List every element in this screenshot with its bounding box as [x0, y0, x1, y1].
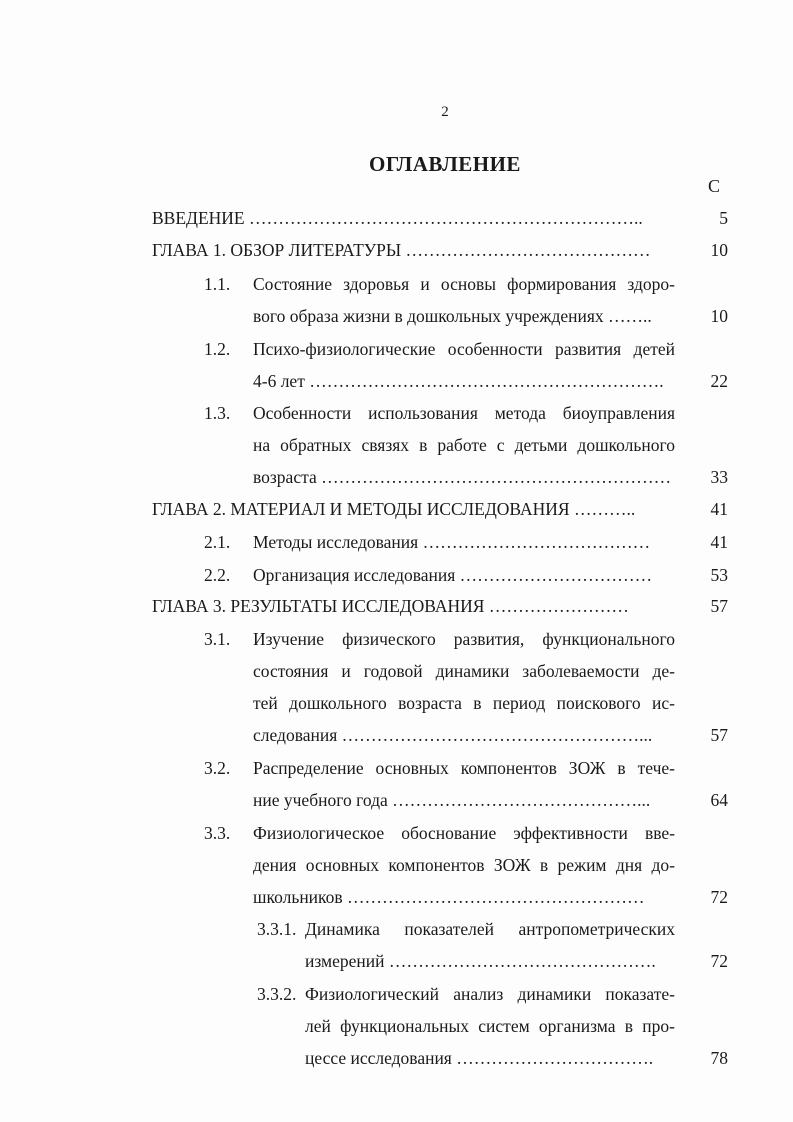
toc-page-number: 78	[710, 1048, 728, 1068]
toc-page-number: 5	[719, 208, 728, 228]
toc-page-number: 57	[710, 725, 728, 745]
toc-page-number: 33	[710, 467, 728, 487]
page-title: ОГЛАВЛЕНИЕ	[369, 152, 521, 176]
toc-entry-text: ВВЕДЕНИЕ …………………………………………………………..	[152, 208, 643, 228]
toc-entry-text: ГЛАВА 2. МАТЕРИАЛ И МЕТОДЫ ИССЛЕДОВАНИЯ ………..	[152, 499, 636, 519]
toc-page-number: 72	[710, 887, 728, 907]
toc-entry-line: состояния и годовой динамики заболеваемости де-	[253, 661, 675, 681]
toc-entry-line: дения основных компонентов ЗОЖ в режим дня до-	[253, 855, 675, 875]
toc-page-number: 72	[710, 951, 728, 971]
toc-entry-text: Организация исследования ……………………………	[253, 565, 653, 585]
toc-section-number: 1.1.	[204, 274, 231, 294]
toc-page-number: 53	[710, 565, 728, 585]
toc-entry-line: тей дошкольного возраста в период поискового ис-	[253, 693, 675, 713]
toc-section-number: 3.1.	[204, 629, 231, 649]
toc-entry-line: лей функциональных систем организма в про-	[305, 1016, 675, 1036]
toc-page-number: 41	[710, 499, 728, 519]
toc-entry-line: следования ……………………………………………...	[253, 725, 653, 745]
toc-entry-line: Распределение основных компонентов ЗОЖ в тече-	[253, 758, 675, 778]
toc-page-number: 41	[710, 532, 728, 552]
toc-entry-line: возраста ……………………………………………………	[253, 467, 672, 487]
toc-entry-text: ГЛАВА 3. РЕЗУЛЬТАТЫ ИССЛЕДОВАНИЯ ……………………	[152, 596, 629, 616]
toc-entry-line: Состояние здоровья и основы формирования здоро-	[253, 274, 675, 294]
toc-entry-line: Психо-физиологические особенности развития детей	[253, 339, 675, 359]
toc-entry-line: Особенности использования метода биоуправления	[253, 403, 675, 423]
toc-entry-line: Физиологическое обоснование эффективности вве-	[253, 823, 675, 843]
page-number: 2	[441, 104, 449, 120]
toc-entry-line: на обратных связях в работе с детьми дошкольного	[253, 435, 675, 455]
toc-entry-line: Физиологический анализ динамики показате-	[305, 984, 675, 1004]
toc-entry-line: школьников ……………………………………………	[253, 887, 645, 907]
toc-entry-line: вого образа жизни в дошкольных учреждениях ……..	[253, 306, 652, 326]
toc-section-number: 3.3.1.	[257, 919, 297, 939]
toc-section-number: 2.1.	[204, 532, 231, 552]
page-column-label: С	[708, 176, 721, 196]
toc-entry-line: измерений ……………………………………….	[305, 951, 656, 971]
toc-page-number: 10	[710, 306, 728, 326]
toc-entry-line: ние учебного года ……………………………………...	[253, 790, 651, 810]
toc-section-number: 3.3.2.	[257, 984, 297, 1004]
toc-entry-text: ГЛАВА 1. ОБЗОР ЛИТЕРАТУРЫ ……………………………………	[152, 240, 651, 260]
toc-page-number: 22	[710, 371, 728, 391]
toc-page-number: 64	[710, 790, 728, 810]
toc-section-number: 3.3.	[204, 823, 231, 843]
toc-entry-text: Методы исследования …………………………………	[253, 532, 651, 552]
toc-entry-line: цессе исследования …………………………….	[305, 1048, 654, 1068]
toc-page-number: 10	[710, 240, 728, 260]
toc-page-number: 57	[710, 596, 728, 616]
toc-section-number: 2.2.	[204, 565, 231, 585]
toc-section-number: 1.2.	[204, 339, 231, 359]
toc-entry-line: 4-6 лет …………………………………………………….	[253, 371, 664, 391]
toc-section-number: 3.2.	[204, 758, 231, 778]
toc-entry-line: Изучение физического развития, функционального	[253, 629, 675, 649]
toc-entry-line: Динамика показателей антропометрических	[305, 919, 675, 939]
toc-section-number: 1.3.	[204, 403, 231, 423]
